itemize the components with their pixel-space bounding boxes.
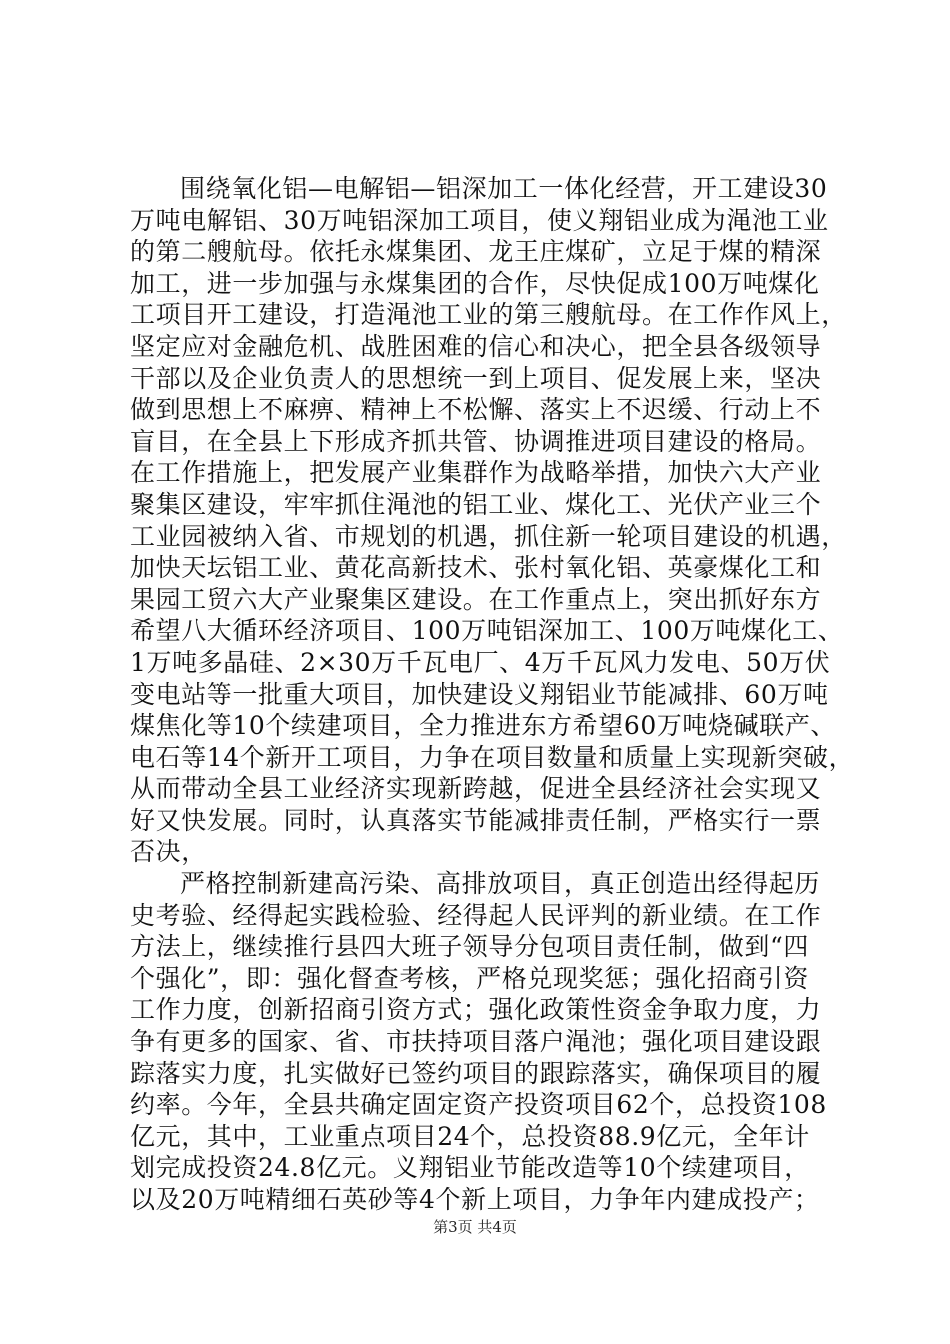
text-line: 工作力度，创新招商引资方式；强化政策性资金争取力度，力 (130, 995, 822, 1025)
text-line: 果园工贸六大产业聚集区建设。在工作重点上，突出抓好东方 (130, 584, 822, 614)
text-line: 工项目开工建设，打造渑池工业的第三艘航母。在工作作风上， (130, 300, 847, 330)
paragraph (130, 173, 855, 868)
text-line: 围绕氧化铝—电解铝—铝深加工一体化经营，开工建设30 (180, 174, 828, 203)
text-line: 煤焦化等10个续建项目，全力推进东方希望60万吨烧碱联产、 (130, 711, 837, 741)
text-line: 盲目，在全县上下形成齐抓共管、协调推进项目建设的格局。 (130, 426, 822, 456)
text-line: 希望八大循环经济项目、100万吨铝深加工、100万吨煤化工、 (130, 616, 844, 646)
paragraph (130, 868, 830, 1216)
text-line: 加快天坛铝工业、黄花高新技术、张村氧化铝、英豪煤化工和 (130, 553, 822, 583)
text-line: 加工，进一步加强与永煤集团的合作，尽快促成100万吨煤化 (130, 268, 820, 298)
text-line: 约率。今年，全县共确定固定资产投资项目62个，总投资108 (130, 1090, 827, 1120)
document-body (130, 173, 855, 1216)
text-line: 史考验、经得起实践检验、经得起人民评判的新业绩。在工作 (130, 900, 822, 930)
text-line: 划完成投资24.8亿元。义翔铝业节能改造等10个续建项目， (130, 1153, 810, 1183)
text-line: 做到思想上不麻痹、精神上不松懈、落实上不迟缓、行动上不 (130, 395, 822, 425)
text-line: 万吨电解铝、30万吨铝深加工项目，使义翔铝业成为渑池工业 (130, 205, 829, 235)
text-line: 个强化”，即：强化督查考核，严格兑现奖惩；强化招商引资 (130, 963, 809, 993)
text-line: 亿元，其中，工业重点项目24个，总投资88.9亿元，全年计 (130, 1121, 810, 1151)
text-line: 争有更多的国家、省、市扶持项目落户渑池；强化项目建设跟 (130, 1027, 822, 1057)
text-line: 从而带动全县工业经济实现新跨越，促进全县经济社会实现又 (130, 774, 822, 804)
text-line: 否决， (130, 837, 207, 867)
text-line: 好又快发展。同时，认真落实节能减排责任制，严格实行一票 (130, 805, 822, 835)
text-line: 变电站等一批重大项目，加快建设义翔铝业节能减排、60万吨 (130, 679, 829, 709)
text-line: 在工作措施上，把发展产业集群作为战略举措，加快六大产业 (130, 458, 822, 488)
text-line: 聚集区建设，牢牢抓住渑池的铝工业、煤化工、光伏产业三个 (130, 489, 822, 519)
text-line: 的第二艘航母。依托永煤集团、龙王庄煤矿，立足于煤的精深 (130, 237, 822, 267)
text-line: 1万吨多晶硅、2×30万千瓦电厂、4万千瓦风力发电、50万伏 (130, 647, 831, 677)
text-line: 严格控制新建高污染、高排放项目，真正创造出经得起历 (180, 869, 821, 899)
text-line: 方法上，继续推行县四大班子领导分包项目责任制，做到“四 (130, 932, 809, 962)
text-line: 以及20万吨精细石英砂等4个新上项目，力争年内建成投产； (130, 1185, 820, 1214)
text-line: 干部以及企业负责人的思想统一到上项目、促发展上来，坚决 (130, 363, 822, 393)
text-line: 电石等14个新开工项目，力争在项目数量和质量上实现新突破， (130, 742, 855, 772)
text-line: 坚定应对金融危机、战胜困难的信心和决心，把全县各级领导 (130, 331, 822, 361)
page-footer: 第3页 共4页 (433, 1218, 517, 1236)
text-line: 工业园被纳入省、市规划的机遇，抓住新一轮项目建设的机遇， (130, 521, 847, 551)
text-line: 踪落实力度，扎实做好已签约项目的跟踪落实，确保项目的履 (130, 1058, 822, 1088)
